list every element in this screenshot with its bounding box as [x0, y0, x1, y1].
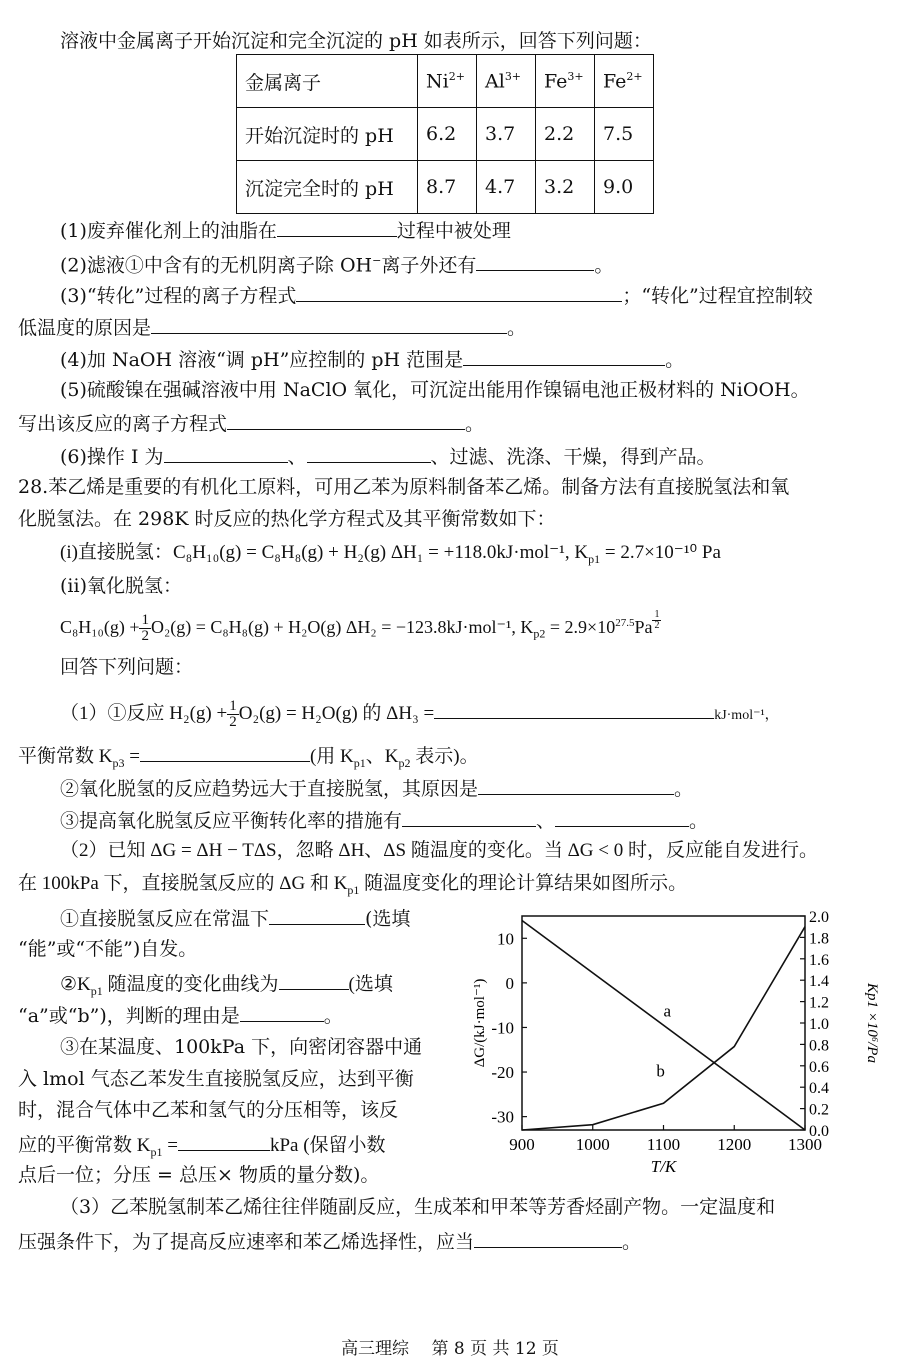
equation-text: Pa [634, 617, 653, 637]
sub-text: 。 [674, 778, 694, 800]
sub-text: （1）①反应 H₂(g) + [60, 703, 228, 724]
sub-text: ②K [60, 974, 91, 995]
y-right-tick-label: 1.8 [809, 930, 829, 948]
series-label-b: b [656, 1061, 665, 1081]
y-right-tick-label: 0.8 [809, 1037, 829, 1055]
series-label-a: a [663, 1001, 672, 1021]
chart-marks [522, 920, 805, 1130]
intro-line: 溶液中金属离子开始沉淀和完全沉淀的 pH 如表所示，回答下列问题： [60, 30, 652, 52]
table-header-row [237, 55, 654, 108]
sub-text: 在 100kPa 下，直接脱氢反应的 ΔG 和 K [18, 873, 348, 894]
fraction-half: $\frac{1}{2}$ [654, 609, 660, 631]
ph-table [236, 54, 654, 214]
x-tick-label: 1100 [646, 1135, 681, 1154]
subquestion-2-intro-cont: 在 100kPa 下，直接脱氢反应的 ΔG 和 $K_{p1}$ 随温度变化的理论计算结果如图所示。 [18, 873, 688, 897]
fraction-half: $\frac{1}{2}$ [141, 612, 149, 645]
answer-blank[interactable] [151, 313, 507, 334]
q3-text-cont: 低温度的原因是 [18, 317, 152, 339]
sub-text: = [162, 1135, 178, 1156]
answer-blank[interactable] [269, 904, 365, 925]
table-cell: 沉淀完全时的 pH [237, 161, 418, 214]
series-line-a [522, 920, 805, 1130]
q2-text-end: 。 [594, 254, 614, 277]
subquestion-2-1 [60, 904, 410, 932]
q1-text-end: 过程中被处理 [396, 220, 511, 242]
y-left-tick-label: -30 [491, 1107, 514, 1127]
q5-text: 写出该反应的离子方程式 [18, 413, 228, 435]
answer-blank[interactable] [296, 281, 622, 302]
sub-text: 。 [622, 1231, 642, 1253]
dg-kp-chart [460, 898, 880, 1188]
question-5-cont [18, 409, 484, 437]
equation-text: C₈H₁₀(g) = C₈H₈(g) + H₂(g) ΔH₁ = +118.0kJ·mol⁻¹, K [172, 542, 589, 563]
sub-text: 应的平衡常数 K [18, 1135, 151, 1156]
equation-text: = 2.7×10⁻¹⁰ Pa [600, 542, 721, 563]
answer-blank[interactable] [402, 806, 536, 827]
sub-text: 、K [365, 746, 399, 767]
subquestion-1-1 [60, 698, 779, 730]
answer-blank[interactable] [178, 1130, 270, 1151]
q4-text: (4)加 NaOH 溶液“调 pH”应控制的 pH 范围是 [60, 349, 464, 371]
equation-label: (i)直接脱氢： [60, 542, 173, 563]
subquestion-1-3 [60, 806, 708, 834]
q2-text: (2)滤液①中含有的无机阴离子除 OH [60, 254, 373, 277]
subquestion-2-3-cont: 点后一位；分压 = 总压× 物质的量分数)。 [18, 1164, 380, 1186]
y-right-tick-label: 1.2 [809, 994, 829, 1012]
sub-text: 表示)。 [410, 746, 479, 767]
question-1 [60, 216, 511, 244]
x-axis-label: T/K [650, 1157, 677, 1176]
q6-text-sep: 、 [287, 446, 307, 468]
subquestion-2-3: ③在某温度、100kPa 下，向密闭容器中通 [60, 1036, 423, 1058]
answer-blank[interactable] [140, 741, 310, 762]
subquestion-3-cont [18, 1227, 641, 1255]
x-tick-label: 900 [509, 1135, 535, 1154]
table-cell: $Al^{3+}$ [477, 55, 536, 108]
table-cell: 开始沉淀时的 pH [237, 108, 418, 161]
answer-prompt: 回答下列问题： [60, 656, 194, 678]
table-cell: 9.0 [595, 161, 654, 214]
problem-28-intro: 28.苯乙烯是重要的有机化工原料，可用乙苯为原料制备苯乙烯。制备方法有直接脱氢法和氧 [18, 476, 790, 498]
y-left-tick-label: 10 [497, 929, 514, 949]
question-4 [60, 345, 684, 373]
question-5: (5)硫酸镍在强碱溶液中用 NaClO 氧化，可沉淀出能用作镍镉电池正极材料的 NiOOH。 [60, 379, 810, 401]
sub-text: O₂(g) = H₂O(g) 的 ΔH₃ = [238, 703, 435, 724]
table-cell: $Fe^{2+}$ [595, 55, 654, 108]
subquestion-3: （3）乙苯脱氢制苯乙烯往往伴随副反应，生成苯和甲苯等芳香烃副产物。一定温度和 [60, 1196, 776, 1218]
x-tick-label: 1200 [717, 1135, 752, 1154]
fraction-half: $\frac{1}{2}$ [229, 698, 237, 731]
answer-blank[interactable] [478, 774, 674, 795]
equation-text: = 2.9×10 [545, 617, 616, 637]
subquestion-2-3-cont: 时，混合气体中乙苯和氢气的分压相等，该反 [18, 1099, 399, 1121]
equation-oxidative-label: (ii)氧化脱氢： [60, 575, 182, 597]
equation-oxidative: C₈H₁₀(g) + $\frac{1}{2}$ O₂(g) = C₈H₈(g) + H₂O(g) ΔH₂ = −123.8kJ·mol⁻¹, $K_{p2} = 2.9\times 10^{27.5}Pa$ $\frac{1}{2}$ [60, 609, 660, 645]
y-right-tick-label: 0.6 [809, 1058, 829, 1076]
q6-text: (6)操作 I 为 [60, 446, 164, 468]
subquestion-1-2 [60, 774, 693, 802]
sub-text: (选填 [365, 908, 411, 930]
answer-blank[interactable] [307, 442, 431, 463]
unit-text: kJ·mol⁻¹， [714, 708, 779, 723]
sub-text: 。 [323, 1005, 343, 1027]
q3-text-mid: ；“转化”过程宜控制较 [622, 285, 813, 307]
sub-text: “a”或“b”)，判断的理由是 [18, 1005, 240, 1027]
subquestion-2-2-cont [18, 1001, 343, 1029]
y-right-tick-label: 1.0 [809, 1016, 829, 1033]
table-cell: 2.2 [536, 108, 595, 161]
table-cell: 7.5 [595, 108, 654, 161]
subquestion-2-1-cont: “能”或“不能”)自发。 [18, 938, 198, 960]
question-3 [60, 281, 813, 309]
table-cell: 金属离子 [237, 55, 418, 108]
q6-text-end: 、过滤、洗涤、干燥，得到产品。 [430, 446, 716, 468]
equation-text: O₂(g) = C₈H₈(g) + H₂O(g) ΔH₂ = −123.8kJ·mol⁻¹, K [150, 617, 534, 637]
answer-blank[interactable] [279, 969, 349, 990]
table-cell: 8.7 [418, 161, 477, 214]
sub-text: (用 K [309, 746, 354, 767]
answer-blank[interactable] [474, 1227, 622, 1248]
sub-text: ③提高氧化脱氢反应平衡转化率的措施有 [60, 810, 403, 832]
y-left-tick-label: -20 [491, 1063, 514, 1083]
y-left-axis-label: ΔG/(kJ·mol⁻¹) [472, 978, 488, 1068]
sub-text: 。 [689, 810, 709, 832]
table-cell: $Fe^{3+}$ [536, 55, 595, 108]
sub-text: = [124, 746, 140, 767]
y-right-tick-label: 0.2 [809, 1101, 829, 1119]
question-3-cont [18, 313, 526, 341]
answer-blank[interactable] [164, 442, 288, 463]
answer-blank[interactable] [240, 1001, 324, 1022]
sub-text: 压强条件下，为了提高反应速率和苯乙烯选择性，应当 [18, 1231, 475, 1253]
y-right-tick-label: 1.4 [809, 973, 829, 991]
y-left-tick-label: 0 [505, 973, 514, 993]
equation-direct: (i)直接脱氢：C₈H₁₀(g) = C₈H₈(g) + H₂(g) ΔH₁ = +118.0kJ·mol⁻¹, $K_{p1} = 2.7\times 10^{-10}$ Pa [60, 542, 721, 566]
sub-text: 随温度的变化曲线为 [102, 974, 279, 995]
y-right-tick-label: 0.4 [809, 1080, 829, 1098]
y-right-tick-label: 2.0 [809, 909, 829, 926]
table-row [237, 108, 654, 161]
q5-text-end: 。 [465, 413, 485, 435]
answer-blank[interactable] [277, 216, 397, 237]
q3-text: (3)“转化”过程的离子方程式 [60, 285, 297, 307]
table-cell: 6.2 [418, 108, 477, 161]
y-right-tick-label: 1.6 [809, 951, 829, 969]
sub-text: 随温度变化的理论计算结果如图所示。 [359, 873, 688, 894]
page-footer: 高三理综 第 8 页 共 12 页 [341, 1339, 559, 1359]
answer-blank[interactable] [434, 698, 714, 719]
answer-blank[interactable] [555, 806, 689, 827]
subquestion-2-intro: （2）已知 ΔG = ΔH − TΔS，忽略 ΔH、ΔS 随温度的变化。当 ΔG < 0 时，反应能自发进行。 [60, 840, 818, 861]
q1-text: (1)废弃催化剂上的油脂在 [60, 220, 277, 242]
q3-text-end: 。 [507, 317, 527, 339]
question-2: (2)滤液①中含有的无机阴离子除 OH−离子外还有 。 [60, 248, 613, 278]
subquestion-2-3-cont: 入 lmol 气态乙苯发生直接脱氢反应，达到平衡 [18, 1068, 414, 1090]
q4-text-end: 。 [665, 349, 685, 371]
y-right-tick-label: 0.0 [809, 1123, 829, 1140]
chart-axes [472, 909, 880, 1176]
subquestion-1-1-cont: 平衡常数 $K_{p3}$ = (用 $K_{p1}$、$K_{p2}$ 表示)。 [18, 741, 479, 776]
answer-blank[interactable] [463, 345, 665, 366]
sub-text: kPa (保留小数 [269, 1135, 386, 1156]
answer-blank[interactable] [227, 409, 465, 430]
table-row [237, 161, 654, 214]
sub-text: (选填 [348, 974, 393, 995]
sub-text: ②氧化脱氢的反应趋势远大于直接脱氢，其原因是 [60, 778, 479, 800]
equation-text: C₈H₁₀(g) + [60, 617, 140, 637]
x-tick-label: 1300 [788, 1135, 822, 1154]
table-cell: $Ni^{2+}$ [418, 55, 477, 108]
table-cell: 3.2 [536, 161, 595, 214]
table-cell: 4.7 [477, 161, 536, 214]
sub-text: 、 [536, 810, 556, 832]
subquestion-2-3-cont: 应的平衡常数 $K_{p1}$ = kPa (保留小数 [18, 1130, 386, 1165]
question-6 [60, 442, 716, 470]
subquestion-2-2: $②K_{p1}$ 随温度的变化曲线为 (选填 [60, 969, 393, 1004]
x-tick-label: 1000 [575, 1135, 610, 1154]
y-right-axis-label: Kp1 ×10⁶/Pa [864, 983, 880, 1063]
table-cell: 3.7 [477, 108, 536, 161]
y-left-tick-label: -10 [491, 1018, 514, 1038]
problem-28-intro-cont: 化脱氢法。在 298K 时反应的热化学方程式及其平衡常数如下： [18, 508, 556, 530]
q2-text-mid: 离子外还有 [381, 254, 477, 277]
answer-blank[interactable] [476, 250, 594, 271]
sub-text: 平衡常数 K [18, 746, 113, 767]
sub-text: ①直接脱氢反应在常温下 [60, 908, 270, 930]
